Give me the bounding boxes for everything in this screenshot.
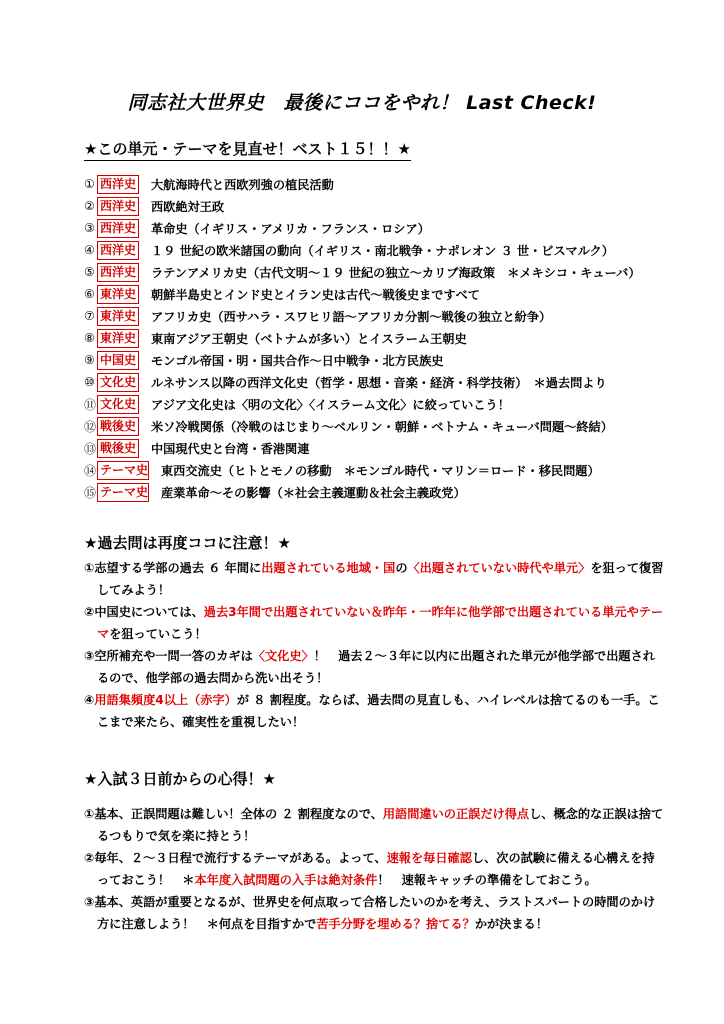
- topic-tag: 西洋史: [97, 241, 139, 260]
- highlight-text: 出題されている地域・国: [261, 561, 396, 575]
- topic-row: [84, 481, 684, 503]
- topic-number: ④: [84, 243, 95, 257]
- topic-row: [84, 437, 684, 459]
- topic-row: [84, 349, 684, 371]
- topic-tag: 戦後史: [97, 439, 139, 458]
- body-text: ③基本、英語が重要となるが、世界史を何点取って合格したいのかを考え、ラストスパートの時間のかけ方に注意しよう！ ＊何点を目指すかで: [84, 895, 656, 931]
- topic-description: 朝鮮半島史とインド史とイラン史は古代～戦後史まですべて: [151, 287, 480, 302]
- topic-list: [84, 173, 684, 503]
- highlight-text: 苦手分野を埋める？捨てる？: [316, 917, 475, 931]
- topic-number: ⑭: [84, 463, 97, 478]
- topic-row: [84, 415, 684, 437]
- section-heading-best15: ★この単元・テーマを見直せ！ベスト１５！！★: [84, 138, 411, 161]
- topic-row: [84, 459, 684, 481]
- body-text: が ８ 割程度。ならば、過去問の見直しも、ハイレベルは捨てるのも一手。ここまで来たら、確実性を重視したい！: [97, 693, 660, 729]
- list-item: [84, 689, 664, 733]
- body-text: ①志望する学部の過去 ６ 年間に: [84, 561, 262, 575]
- topic-description: ルネサンス以降の西洋文化史（哲学・思想・音楽・経済・科学技術） ＊過去問より: [151, 375, 607, 390]
- tips-list: [84, 803, 664, 935]
- list-item: [84, 803, 664, 847]
- section-heading-three-days: ★入試３日前からの心得！★: [84, 770, 276, 788]
- body-text: ②中国史については、: [84, 605, 204, 619]
- highlight-text: 用語間違いの正誤だけ得点: [382, 807, 530, 821]
- highlight-text: 速報を毎日確認: [386, 851, 472, 865]
- page-title: 同志社大世界史 最後にココをやれ！ Last Check!: [127, 92, 597, 114]
- topic-tag: 東洋史: [97, 285, 139, 304]
- body-text: し、概念的な正誤は捨てるつもりで気を楽に持とう！: [97, 807, 664, 843]
- topic-row: [84, 261, 684, 283]
- topic-tag: 東洋史: [97, 307, 139, 326]
- topic-description: 東西交流史（ヒトとモノの移動 ＊モンゴル時代・マリン＝ロード・移民問題）: [161, 463, 600, 478]
- section-heading-past-exams: ★過去問は再度ココに注意！★: [84, 534, 291, 552]
- topic-tag: 西洋史: [97, 175, 139, 194]
- topic-number: ⑫: [84, 419, 97, 434]
- topic-number: ⑪: [84, 397, 97, 412]
- topic-row: [84, 217, 684, 239]
- list-item: [84, 847, 664, 891]
- topic-number: ⑨: [84, 353, 95, 367]
- past-exam-list: [84, 557, 664, 733]
- topic-description: 産業革命～その影響（＊社会主義運動＆社会主義政党）: [161, 485, 466, 500]
- topic-tag: 文化史: [97, 395, 139, 414]
- topic-row: [84, 393, 684, 415]
- topic-row: [84, 327, 684, 349]
- highlight-text: 本年度入試問題の入手は絶対条件: [194, 873, 378, 887]
- topic-tag: テーマ史: [97, 483, 149, 502]
- topic-number: ③: [84, 221, 95, 235]
- topic-description: 西欧絶対王政: [151, 199, 225, 214]
- body-text: ！ 速報キャッチの準備をしておこう。: [377, 873, 597, 887]
- topic-row: [84, 173, 684, 195]
- highlight-text: 〈出題されていない時代や単元〉: [407, 561, 591, 575]
- topic-description: アフリカ史（西サハラ・スワヒリ語～アフリカ分割～戦後の独立と紛争）: [151, 309, 552, 324]
- topic-description: アジア文化史は〈明の文化〉〈イスラーム文化〉に絞っていこう！: [151, 397, 510, 412]
- highlight-text: 〈文化史〉: [252, 649, 314, 663]
- body-text: の: [395, 561, 408, 575]
- topic-row: [84, 283, 684, 305]
- topic-number: ⑦: [84, 309, 95, 323]
- topic-description: モンゴル帝国・明・国共合作～日中戦争・北方民族史: [151, 353, 444, 368]
- topic-row: [84, 239, 684, 261]
- topic-number: ⑮: [84, 485, 97, 500]
- list-item: [84, 891, 664, 935]
- topic-tag: 西洋史: [97, 219, 139, 238]
- topic-tag: 西洋史: [97, 263, 139, 282]
- body-text: を狙って復習してみよう！: [97, 561, 664, 597]
- body-text: を狙っていこう！: [109, 627, 207, 641]
- topic-number: ⑧: [84, 331, 95, 345]
- body-text: ！ 過去２～３年に以内に出題された単元が他学部で出題されるので、他学部の過去問から洗い出そう！: [97, 649, 655, 685]
- body-text: ④: [84, 693, 95, 707]
- topic-number: ⑤: [84, 265, 95, 279]
- topic-description: ラテンアメリカ史（古代文明～１９ 世紀の独立～カリブ海政策 ＊メキシコ・キューバ）: [151, 265, 641, 280]
- topic-tag: 東洋史: [97, 329, 139, 348]
- topic-number: ⑩: [84, 375, 95, 389]
- topic-number: ①: [84, 177, 95, 191]
- topic-tag: 西洋史: [97, 197, 139, 216]
- list-item: [84, 645, 664, 689]
- topic-number: ⑬: [84, 441, 97, 456]
- topic-tag: テーマ史: [97, 461, 149, 480]
- topic-description: 革命史（イギリス・アメリカ・フランス・ロシア）: [151, 221, 430, 236]
- topic-row: [84, 305, 684, 327]
- topic-row: [84, 371, 684, 393]
- topic-tag: 文化史: [97, 373, 139, 392]
- topic-row: [84, 195, 684, 217]
- body-text: ③空所補充や一問一答のカギは: [84, 649, 253, 663]
- topic-number: ②: [84, 199, 95, 213]
- topic-description: １９ 世紀の欧米諸国の動向（イギリス・南北戦争・ナポレオン ３ 世・ビスマルク）: [151, 243, 614, 258]
- topic-description: 東南アジア王朝史（ベトナムが多い）とイスラーム王朝史: [151, 331, 467, 346]
- topic-tag: 戦後史: [97, 417, 139, 436]
- topic-number: ⑥: [84, 287, 95, 301]
- highlight-text: 用語集頻度4以上（赤字）: [94, 693, 237, 707]
- topic-description: 中国現代史と台湾・香港関連: [151, 441, 310, 456]
- body-text: かが決まる！: [474, 917, 548, 931]
- list-item: [84, 601, 664, 645]
- body-text: ①基本、正誤問題は難しい！全体の ２ 割程度なので、: [84, 807, 383, 821]
- list-item: [84, 557, 664, 601]
- body-text: ②毎年、２～３日程で流行するテーマがある。よって、: [84, 851, 387, 865]
- body-text: し、次の試験に備える心構えを持っておこう！ ＊: [97, 851, 655, 887]
- topic-description: 大航海時代と西欧列強の植民活動: [151, 177, 334, 192]
- highlight-text: 過去3年間で出題されていない＆昨年・一昨年に他学部で出題されている単元やテーマ: [97, 605, 664, 641]
- topic-tag: 中国史: [97, 351, 139, 370]
- topic-description: 米ソ冷戦関係（冷戦のはじまり～ベルリン・朝鮮・ベトナム・キューバ問題～終結）: [151, 419, 613, 434]
